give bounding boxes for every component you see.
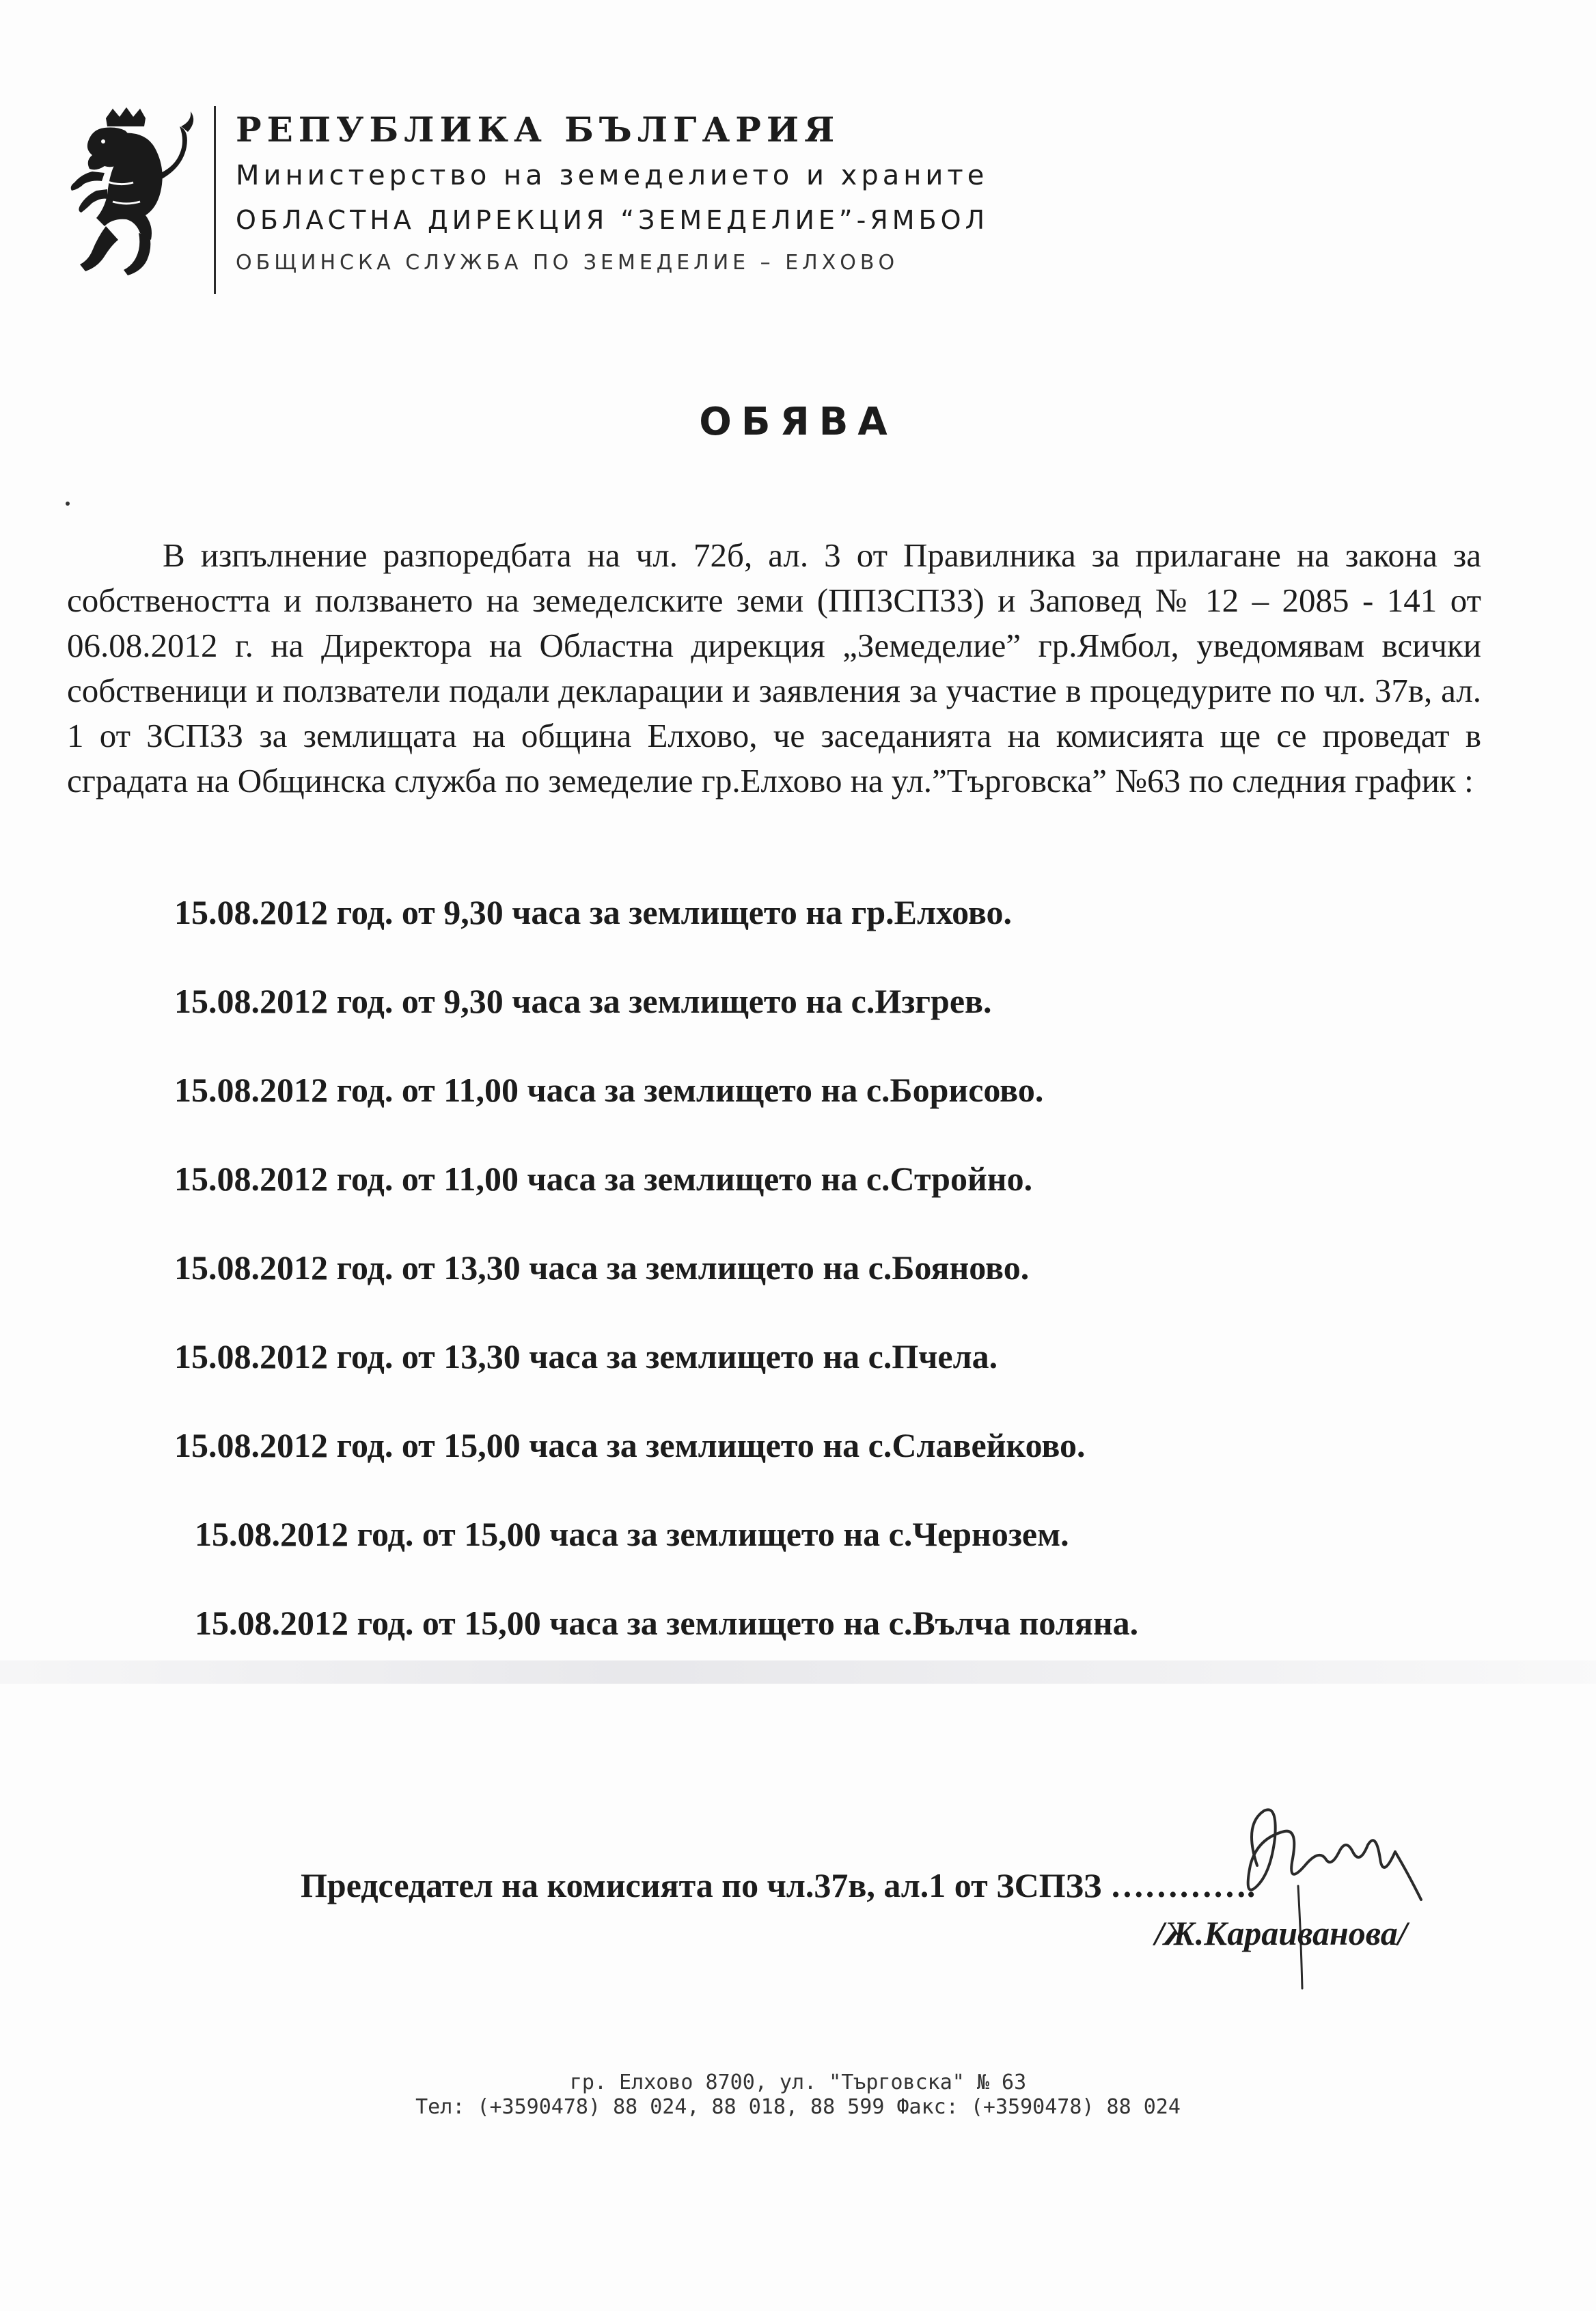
header-divider (214, 106, 216, 294)
scan-dot (66, 502, 70, 506)
schedule-item: 15.08.2012 год. от 15,00 часа за землището на с.Вълча поляна. (195, 1604, 1139, 1642)
announcement-body: В изпълнение разпоредбата на чл. 72б, ал. 3 от Правилника за прилагане на закона за собствеността и ползването на земеделските земи (ППЗСПЗЗ) и Заповед № 12 – 2085 - 141 от 06.08.2012 г. на Директора на Областна дирекция „Земеделие” гр.Ямбол, уведомявам всички собственици и ползватели подали декларации и заявления за участие в процедурите по чл. 37в, ал. 1 от ЗСПЗЗ за землищата на община Елхово, че заседанията на комисията ще се проведат в сградата на Общинска служба по земеделие гр.Елхово на ул.”Търговска” №63 по следния график : (67, 536, 1481, 799)
schedule-item: 15.08.2012 год. от 15,00 часа за землището на с.Чернозем. (195, 1515, 1069, 1553)
schedule-item: 15.08.2012 год. от 11,00 часа за землището на с.Стройно. (174, 1160, 1033, 1198)
footer-address: гр. Елхово 8700, ул. "Търговска" № 63 (569, 2070, 1027, 2094)
chairman-line: Председател на комисията по чл.37в, ал.1 от ЗСПЗЗ …………. (301, 1866, 1256, 1904)
schedule-item: 15.08.2012 год. от 9,30 часа за землището на с.Изгрев. (174, 982, 992, 1020)
schedule-item: 15.08.2012 год. от 13,30 часа за землището на с.Пчела. (174, 1337, 998, 1376)
document-title: ОБЯВА (699, 400, 897, 444)
lion-coat-of-arms-icon (65, 106, 202, 277)
directorate-name: ОБЛАСТНА ДИРЕКЦИЯ “ЗЕМЕДЕЛИЕ”-ЯМБОЛ (236, 205, 989, 235)
country-name: РЕПУБЛИКА БЪЛГАРИЯ (236, 109, 840, 150)
ministry-name: Министерство на земеделието и храните (236, 160, 989, 191)
schedule-item: 15.08.2012 год. от 11,00 часа за землището на с.Борисово. (174, 1071, 1044, 1109)
footer-contacts: Тел: (+3590478) 88 024, 88 018, 88 599 Факс: (+3590478) 88 024 (415, 2095, 1181, 2119)
page-footer (0, 2070, 1596, 2120)
letterhead-text (236, 106, 1192, 284)
signer-name: /Ж.Караиванова/ (1155, 1914, 1407, 1952)
meeting-schedule (174, 888, 1404, 1688)
schedule-item: 15.08.2012 год. от 15,00 часа за землището на с.Славейково. (174, 1426, 1086, 1464)
schedule-item: 15.08.2012 год. от 13,30 часа за землището на с.Бояново. (174, 1248, 1030, 1287)
schedule-item: 15.08.2012 год. от 9,30 часа за землището на гр.Елхово. (174, 893, 1013, 931)
service-name: ОБЩИНСКА СЛУЖБА ПО ЗЕМЕДЕЛИЕ – ЕЛХОВО (236, 251, 899, 275)
letterhead (65, 106, 1158, 304)
